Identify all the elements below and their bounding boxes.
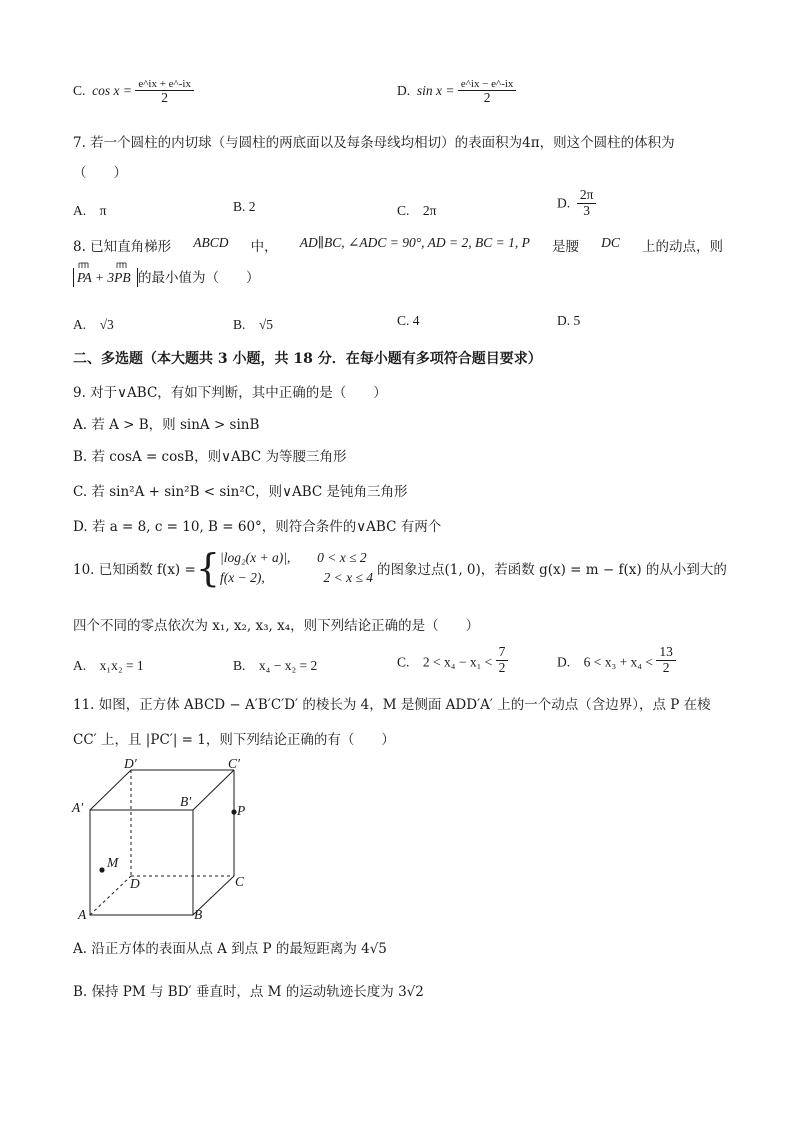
q10-option-b: B. x₄ − x₂ = 2 [233,658,318,673]
q11-stem-line2: CC′ 上，且 |PC′| = 1，则下列结论正确的有（ ） [73,732,395,748]
q10-case2 [220,568,373,588]
q7-stem-line1: 7. 若一个圆柱的内切球（与圆柱的两底面以及每条母线均相切）的表面积为4π，则这个圆柱的体积为 [73,135,675,151]
q10-d-numerator: 13 [656,645,676,661]
q8-option-a: A. √3 [73,317,114,332]
q7-option-d [557,188,596,219]
q10-option-c [397,645,508,676]
q9-option-c: C. 若 sin²A + sin²B < sin²C，则∨ABC 是钝角三角形 [73,484,408,500]
q6-c-numerator: e^ix + e^-ix [135,78,194,91]
q8-vector-expression-text: PA + 3PB [77,270,131,285]
cube-label-d: D [130,876,140,891]
cube-label-a: A [78,907,87,922]
q8-option-d: D. 5 [557,313,581,328]
cube-label-c1: C′ [228,756,240,771]
q6-c-label: C. [73,83,86,99]
q10-brace: { [195,546,220,590]
q10-c-fraction [496,645,509,676]
q7-d-numerator: 2π [577,188,597,204]
q10-case1-cond: 0 < x ≤ 2 [317,550,367,565]
cube-point-m [99,867,104,872]
cube-point-p [231,809,236,814]
cube-edge-ad-hidden [90,876,131,915]
section-multi-choice-heading: 二、多选题（本大题共 3 小题，共 18 分．在每小题有多项符合题目要求） [73,351,542,367]
q6-d-fraction [458,78,517,106]
q11-option-a: A. 沿正方体的表面从点 A 到点 P 的最短距离为 4√5 [73,941,387,957]
cube-edge-b1c1 [193,770,234,810]
cube-label-a1: A′ [72,800,84,815]
q7-d-fraction [577,188,597,219]
q10-c-denominator: 2 [498,659,506,675]
q8-vector-expression [73,268,138,287]
q6-d-numerator: e^ix − e^-ix [458,78,517,91]
q6-c-denominator: 2 [161,90,169,106]
q7-d-denominator: 3 [583,202,591,218]
q10-case1 [220,548,373,568]
cube-label-m: M [107,855,119,870]
cube-edge-a1d1 [90,770,131,810]
q8-vector-arrows [77,262,147,270]
q8-stem-part3: 中， [250,239,278,255]
q8-stem-dc: DC [601,235,620,250]
q8-stem-part5: 是腰 [551,239,579,255]
q10-case2-cond: 2 < x ≤ 4 [323,570,373,585]
q8-stem-line1 [73,235,723,255]
q8-stem-abcd: ABCD [193,235,229,250]
q10-stem-line2: 四个不同的零点依次为 x₁, x₂, x₃, x₄，则下列结论正确的是（ ） [73,618,480,634]
q11-stem-line1: 11. 如图，正方体 ABCD − A′B′C′D′ 的棱长为 4，M 是侧面 ADD′A′ 上的一个动点（含边界），点 P 在棱 [73,697,711,713]
q6-option-c [73,78,194,106]
cube-label-b1: B′ [180,794,192,809]
q6-d-label: D. [397,83,411,99]
q6-option-d [397,78,516,106]
cube-label-d1: D′ [124,756,137,771]
q10-case1-expr: |log₂(x + a)|, [220,550,291,565]
q10-d-fraction [656,645,676,676]
q6-d-lhs: sin x = [416,83,455,99]
cube-label-c: C [235,874,245,889]
q10-stem-pre: 10. 已知函数 f(x) = [73,562,196,578]
q10-option-a: A. x₁x₂ = 1 [73,658,144,673]
q10-case2-expr: f(x − 2), [220,570,265,585]
q8-stem-conditions: AD∥BC, ∠ADC = 90°, AD = 2, BC = 1, P [299,235,530,250]
q10-d-denominator: 2 [662,659,670,675]
cube-label-b: B [194,907,203,922]
q6-c-fraction [135,78,194,106]
q8-option-b: B. √5 [233,317,274,332]
q10-option-d [557,645,676,676]
q11-cube-figure [70,752,260,927]
q7-option-a: A. π [73,203,107,218]
q10-d-pre: D. 6 < x₃ + x₄ < [557,654,654,670]
q10-stem-post: 的图象过点(1, 0)，若函数 g(x) = m − f(x) 的从小到大的 [376,562,727,578]
q10-piecewise [220,548,373,588]
q8-stem-tail: 的最小值为（ ） [138,270,260,286]
q8-stem-part7: 上的动点，则 [641,239,723,255]
q7-option-b: B. 2 [233,199,256,214]
q7-d-label: D. [557,195,571,211]
q8-stem-part1: 8. 已知直角梯形 [73,239,172,255]
q10-c-numerator: 7 [496,645,509,661]
q7-stem-line2: （ ） [73,165,127,181]
q11-option-b: B. 保持 PM 与 BD′ 垂直时，点 M 的运动轨迹长度为 3√2 [73,984,424,1000]
cube-front-face [90,810,193,915]
q8-option-c: C. 4 [397,313,420,328]
q9-option-b: B. 若 cosA = cosB，则∨ABC 为等腰三角形 [73,449,347,465]
q9-stem: 9. 对于∨ABC，有如下判断，其中正确的是（ ） [73,385,387,401]
q6-c-lhs: cos x = [92,83,132,99]
q7-option-c: C. 2π [397,203,437,218]
q10-stem-line1 [73,545,727,591]
cube-label-p: P [237,803,246,818]
q10-c-pre: C. 2 < x₄ − x₁ < [397,654,493,670]
q9-option-a: A. 若 A > B，则 sinA > sinB [73,417,260,433]
q9-option-d: D. 若 a = 8, c = 10, B = 60°，则符合条件的∨ABC 有两个 [73,519,442,535]
q8-stem-line2 [73,266,260,286]
q6-d-denominator: 2 [483,90,491,106]
